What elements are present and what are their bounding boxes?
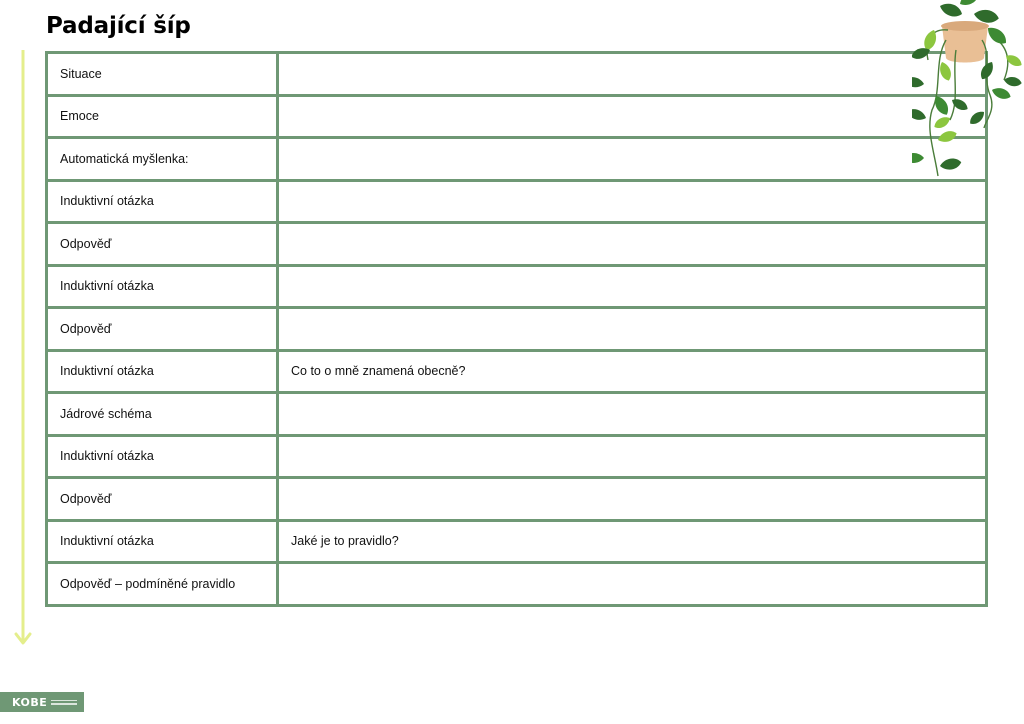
row-answer-field[interactable] xyxy=(278,563,987,606)
row-label: Jádrové schéma xyxy=(47,393,278,436)
table-row xyxy=(47,478,987,521)
row-answer-field[interactable] xyxy=(278,53,987,96)
row-label: Induktivní otázka xyxy=(47,180,278,223)
row-label: Induktivní otázka xyxy=(47,520,278,563)
row-label: Odpověď – podmíněné pravidlo xyxy=(47,563,278,606)
table-row xyxy=(47,308,987,351)
row-answer-field[interactable] xyxy=(278,435,987,478)
row-answer-field[interactable] xyxy=(278,95,987,138)
row-answer-field[interactable] xyxy=(278,265,987,308)
row-label: Odpověď xyxy=(47,223,278,266)
table-row xyxy=(47,563,987,606)
row-label: Induktivní otázka xyxy=(47,435,278,478)
row-label: Automatická myšlenka: xyxy=(47,138,278,181)
table-row xyxy=(47,393,987,436)
down-arrow-icon xyxy=(13,50,33,650)
worksheet-table xyxy=(45,51,988,607)
kobe-logo xyxy=(0,692,84,712)
row-answer-field[interactable] xyxy=(278,138,987,181)
page-title: Padající šíp xyxy=(46,13,191,39)
row-label: Odpověď xyxy=(47,308,278,351)
logo-text: KOBE xyxy=(12,695,48,709)
row-label: Odpověď xyxy=(47,478,278,521)
table-row xyxy=(47,95,987,138)
hanging-plant-icon xyxy=(912,0,1024,182)
row-label: Emoce xyxy=(47,95,278,138)
logo-subtitle-mark xyxy=(51,700,77,705)
row-answer-field[interactable] xyxy=(278,223,987,266)
table-row xyxy=(47,180,987,223)
table-row xyxy=(47,265,987,308)
table-row xyxy=(47,53,987,96)
row-answer-field[interactable] xyxy=(278,393,987,436)
row-label: Induktivní otázka xyxy=(47,350,278,393)
table-row xyxy=(47,435,987,478)
row-answer-field[interactable]: Co to o mně znamená obecně? xyxy=(278,350,987,393)
row-answer-field[interactable] xyxy=(278,180,987,223)
row-label: Situace xyxy=(47,53,278,96)
table-row xyxy=(47,223,987,266)
table-row xyxy=(47,520,987,563)
row-answer-field[interactable] xyxy=(278,478,987,521)
table-row xyxy=(47,138,987,181)
row-answer-field[interactable]: Jaké je to pravidlo? xyxy=(278,520,987,563)
table-row xyxy=(47,350,987,393)
row-label: Induktivní otázka xyxy=(47,265,278,308)
row-answer-field[interactable] xyxy=(278,308,987,351)
